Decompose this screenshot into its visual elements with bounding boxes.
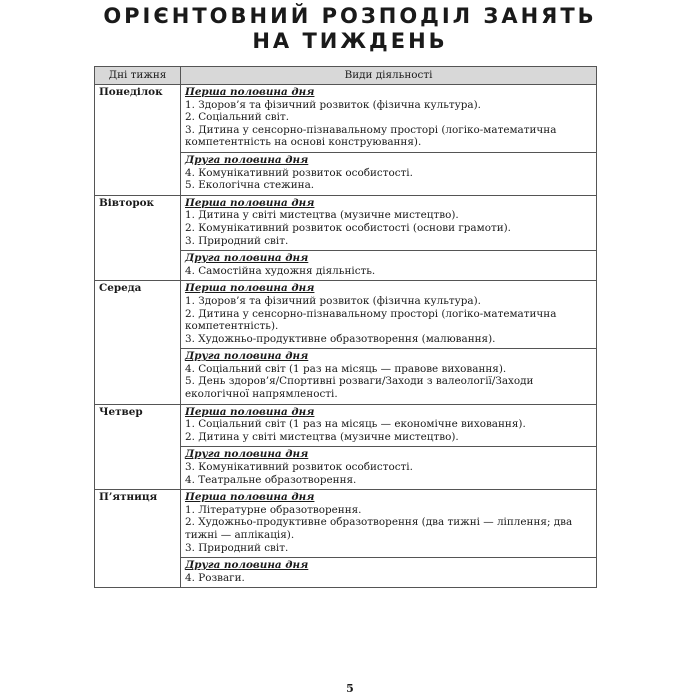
activity-item: 1. Соціальний світ (1 раз на місяць — економічне виховання). bbox=[185, 418, 526, 431]
half-of-day-heading: Друга половина дня bbox=[185, 252, 309, 265]
activity-item: 3. Природний світ. bbox=[185, 541, 289, 554]
first-half-cell bbox=[181, 281, 597, 349]
table-header-row bbox=[95, 67, 597, 85]
activity-item: 5. Екологічна стежина. bbox=[185, 179, 315, 192]
first-half-cell bbox=[181, 490, 597, 558]
activity-item: 3. Дитина у сенсорно-пізнавальному просторі (логіко-математична компетентність на основі конструювання). bbox=[185, 123, 557, 149]
activity-item: 2. Дитина у світі мистецтва (музичне мистецтво). bbox=[185, 430, 459, 443]
activity-item: 1. Здоров’я та фізичний розвиток (фізична культура). bbox=[185, 98, 481, 111]
second-half-cell bbox=[181, 152, 597, 195]
first-half-cell bbox=[181, 195, 597, 250]
activity-item: 3. Комунікативний розвиток особистості. bbox=[185, 461, 413, 474]
activity-item: 2. Комунікативний розвиток особистості (основи грамоти). bbox=[185, 221, 511, 234]
half-of-day-heading: Друга половина дня bbox=[185, 350, 309, 363]
table-row bbox=[95, 404, 597, 447]
second-half-cell bbox=[181, 558, 597, 588]
second-half-cell bbox=[181, 447, 597, 490]
day-name-cell: Вівторок bbox=[95, 195, 181, 281]
header-days: Дні тижня bbox=[95, 67, 181, 85]
activity-item: 1. Літературне образотворення. bbox=[185, 503, 362, 516]
activity-item: 2. Соціальний світ. bbox=[185, 111, 290, 124]
activity-item: 4. Розваги. bbox=[185, 571, 245, 584]
half-of-day-heading: Перша половина дня bbox=[185, 491, 315, 504]
day-name-cell: Понеділок bbox=[95, 85, 181, 196]
table-row bbox=[95, 85, 597, 153]
page-title-line-2: НА ТИЖДЕНЬ bbox=[252, 29, 448, 53]
table-row bbox=[95, 281, 597, 349]
day-name-cell: Середа bbox=[95, 281, 181, 404]
activity-item: 4. Театральне образотворення. bbox=[185, 473, 357, 486]
activity-item: 3. Природний світ. bbox=[185, 234, 289, 247]
day-name-cell: П’ятниця bbox=[95, 490, 181, 588]
half-of-day-heading: Друга половина дня bbox=[185, 448, 309, 461]
half-of-day-heading: Перша половина дня bbox=[185, 86, 315, 98]
activity-item: 1. Дитина у світі мистецтва (музичне мистецтво). bbox=[185, 209, 459, 222]
half-of-day-heading: Перша половина дня bbox=[185, 405, 315, 418]
schedule-body bbox=[95, 85, 597, 588]
weekly-schedule-table bbox=[94, 66, 597, 588]
half-of-day-heading: Перша половина дня bbox=[185, 196, 315, 209]
activity-item: 1. Здоров’я та фізичний розвиток (фізична культура). bbox=[185, 294, 481, 307]
activity-item: 2. Художньо-продуктивне образотворення (два тижні — ліплення; два тижні — аплікація). bbox=[185, 516, 573, 541]
activity-item: 4. Самостійна художня діяльність. bbox=[185, 264, 376, 277]
activity-item: 4. Комунікативний розвиток особистості. bbox=[185, 166, 413, 179]
table-row bbox=[95, 490, 597, 558]
activity-item: 2. Дитина у сенсорно-пізнавальному просторі (логіко-математична компетентність). bbox=[185, 307, 557, 333]
first-half-cell bbox=[181, 85, 597, 153]
activity-item: 5. День здоров’я/Спортивні розваги/Заходи з валеології/Заходи екологічної напрямленості. bbox=[185, 375, 534, 401]
first-half-cell bbox=[181, 404, 597, 447]
day-name-cell: Четвер bbox=[95, 404, 181, 490]
second-half-cell bbox=[181, 349, 597, 404]
half-of-day-heading: Друга половина дня bbox=[185, 559, 309, 572]
page-title-line-1: ОРІЄНТОВНИЙ РОЗПОДІЛ ЗАНЯТЬ bbox=[103, 4, 597, 28]
half-of-day-heading: Перша половина дня bbox=[185, 282, 315, 295]
half-of-day-heading: Друга половина дня bbox=[185, 153, 309, 166]
second-half-cell bbox=[181, 251, 597, 281]
page-number: 5 bbox=[346, 682, 354, 695]
header-activities: Види діяльності bbox=[181, 67, 597, 85]
activity-item: 4. Соціальний світ (1 раз на місяць — правове виховання). bbox=[185, 362, 507, 375]
table-row bbox=[95, 195, 597, 250]
activity-item: 3. Художньо-продуктивне образотворення (малювання). bbox=[185, 332, 496, 345]
